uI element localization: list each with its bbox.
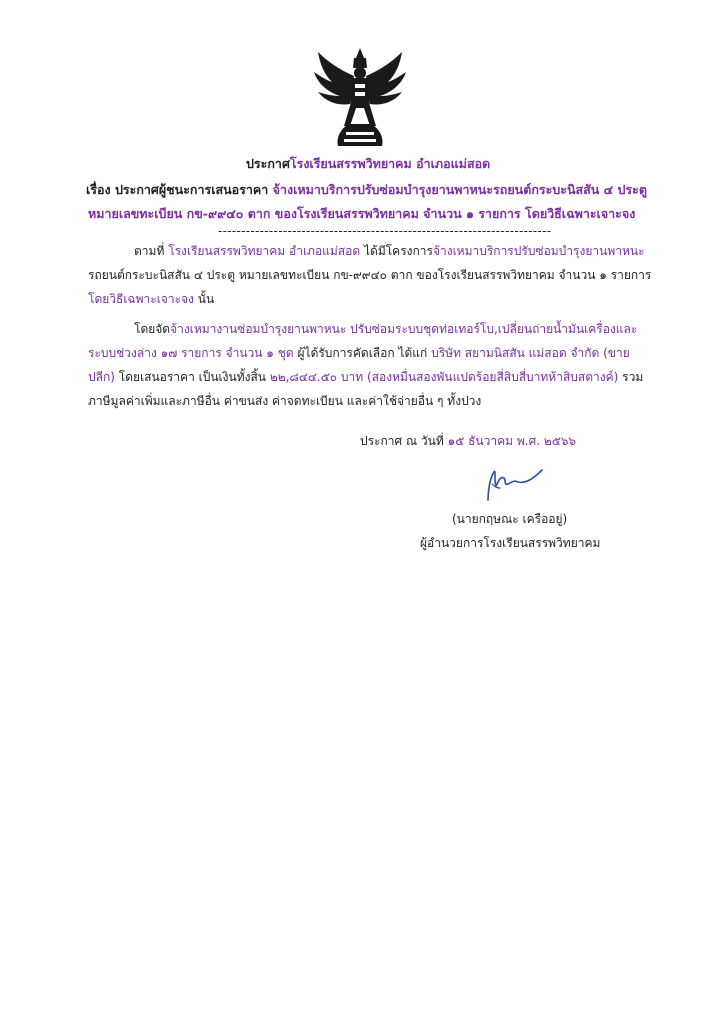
p2-text-a: โดยจัด [134,322,171,336]
paragraph2-line3 [88,368,643,387]
p2-company-end: ปลีก) [88,370,115,384]
garuda-emblem-icon [310,46,410,150]
subject-line1-rest: จ้างเหมาบริการปรับซ่อมบำรุงยานพาหนะรถยนต์กระบะนิสสัน ๔ ประตู [272,182,647,197]
p1-text-b: ได้มีโครงการ [363,244,433,258]
paragraph1-line2: รถยนต์กระบะนิสสัน ๔ ประตู หมายเลขทะเบียน กข-๙๙๔๐ ตาก ของโรงเรียนสรรพวิทยาคม จำนวน ๑ รายการ [88,268,652,282]
p1-end: นั้น [197,292,215,306]
subject-label: เรื่อง [86,182,111,197]
announcement-date [360,432,576,451]
subject-line-1 [86,180,647,200]
p2-selected: ผู้ได้รับการคัดเลือก ได้แก่ [297,346,428,360]
paragraph2-line2 [88,344,630,363]
page-title [246,154,490,174]
p2-price-label: โดยเสนอราคา เป็นเงินทั้งสิ้น [118,370,267,384]
p2-work: จ้างเหมางานซ่อมบำรุงยานพาหนะ ปรับซ่อมระบบชุดท่อเทอร์โบ,เปลี่ยนถ่ายน้ำมันเครื่องและ [170,322,638,336]
signatory-position: ผู้อำนวยการโรงเรียนสรรพวิทยาคม [420,536,601,550]
paragraph1-line3 [88,290,214,309]
p1-project: จ้างเหมาบริการปรับซ่อมบำรุงยานพาหนะ [432,244,645,258]
p1-method: โดยวิธีเฉพาะเจาะจง [88,292,194,306]
p2-items: ระบบช่วงล่าง ๑๗ รายการ จำนวน ๑ ชุด [88,346,294,360]
title-school: โรงเรียนสรรพวิทยาคม อำเภอแม่สอด [289,156,491,171]
date-prefix: ประกาศ ณ วันที่ [360,434,444,448]
p1-text-a: ตามที่ [134,244,165,258]
signatory-name: (นายกฤษณะ เครืออยู่) [452,512,568,526]
date-value: ๑๕ ธันวาคม พ.ศ. ๒๕๖๖ [447,434,577,448]
p2-company: บริษัท สยามนิสสัน แม่สอด จำกัด (ขาย [431,346,630,360]
p1-school: โรงเรียนสรรพวิทยาคม อำเภอแม่สอด [168,244,361,258]
p2-amount: ๒๒,๘๔๔.๕๐ บาท (สองหมื่นสองพันแปดร้อยสี่สิบสี่บาทห้าสิบสตางค์) [269,370,619,384]
subject-line-2: หมายเลขทะเบียน กข-๙๙๔๐ ตาก ของโรงเรียนสรรพวิทยาคม จำนวน ๑ รายการ โดยวิธีเฉพาะเจาะจง [88,206,636,221]
paragraph1-line1 [134,242,645,261]
subject-prefix: ประกาศผู้ชนะการเสนอราคา [114,182,269,197]
divider: ------------------------------------------------------------------------ [218,224,552,238]
paragraph2-line1 [134,320,637,339]
signature-mark [470,462,550,502]
p2-total: รวม [622,370,644,384]
paragraph2-line4: ภาษีมูลค่าเพิ่มและภาษีอื่น ค่าขนส่ง ค่าจดทะเบียน และค่าใช้จ่ายอื่น ๆ ทั้งปวง [88,394,482,408]
title-prefix: ประกาศ [246,156,290,171]
